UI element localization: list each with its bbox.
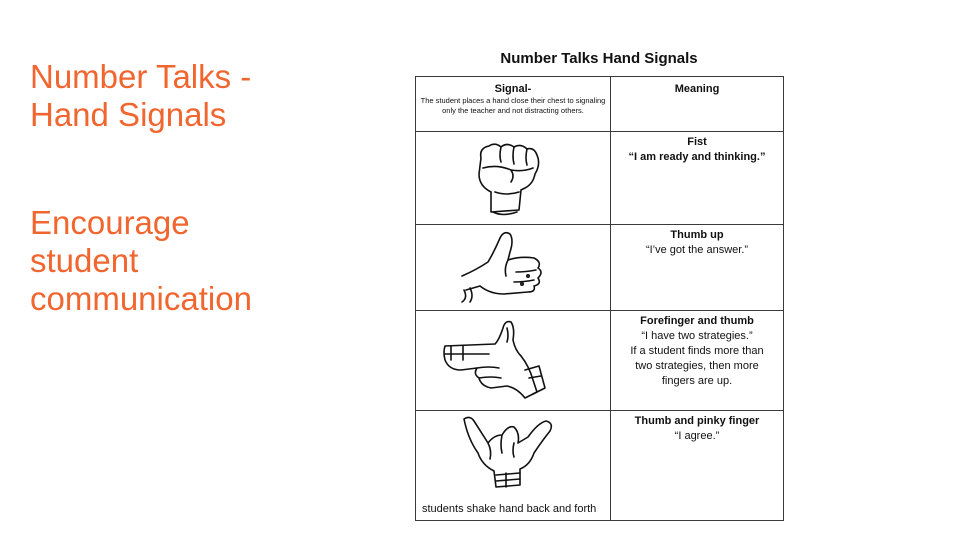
signal-header-description: The student places a hand close their chest to signaling only the teacher and not distracting others.: [420, 96, 606, 115]
signal-image-cell: [416, 132, 611, 225]
signal-note-line: two strategies, then more: [635, 360, 759, 372]
signal-name: Forefinger and thumb: [640, 315, 754, 327]
signal-header-label: Signal-: [494, 83, 532, 95]
signal-name: Fist: [687, 136, 707, 148]
table-header-row: [416, 77, 784, 132]
slide-title: [30, 58, 330, 134]
table-row: [416, 311, 784, 411]
slide-subtitle-line-2: student: [30, 242, 139, 279]
signal-meaning: “I agree.”: [674, 430, 720, 442]
table-row: [416, 132, 784, 225]
signal-meaning: “I have two strategies.”: [641, 330, 753, 342]
table-row: [416, 411, 784, 521]
slide-title-line-1: Number Talks -: [30, 58, 252, 95]
slide-title-line-2: Hand Signals: [30, 96, 227, 133]
signal-note-line: If a student finds more than: [630, 345, 764, 357]
signal-image-cell: [416, 411, 611, 521]
fist-icon: [471, 138, 561, 218]
signal-name: Thumb and pinky finger: [634, 415, 760, 427]
handout-title: Number Talks Hand Signals: [500, 50, 698, 67]
slide-subtitle-line-1: Encourage: [30, 204, 190, 241]
slide-subtitle-line-3: communication: [30, 280, 252, 317]
table-row: [416, 225, 784, 311]
meaning-cell: [611, 225, 784, 311]
thumb-up-icon: [458, 228, 558, 304]
meaning-cell: [611, 311, 784, 411]
signal-meaning: “I’ve got the answer.”: [645, 244, 749, 256]
signal-header-cell: [416, 77, 611, 132]
forefinger-thumb-icon: [441, 316, 551, 402]
meaning-cell: [611, 132, 784, 225]
meaning-header-cell: [611, 77, 784, 132]
signal-note: students shake hand back and forth: [422, 503, 597, 515]
signal-image-cell: [416, 311, 611, 411]
meaning-header-label: Meaning: [674, 83, 720, 95]
hand-signals-table: [415, 76, 784, 521]
signal-image-cell: [416, 225, 611, 311]
signal-meaning: “I am ready and thinking.”: [628, 151, 766, 163]
signal-name: Thumb up: [670, 229, 724, 241]
thumb-pinky-icon: [458, 413, 558, 489]
meaning-cell: [611, 411, 784, 521]
signal-note-line: fingers are up.: [661, 375, 733, 387]
slide-subtitle: [30, 204, 360, 318]
